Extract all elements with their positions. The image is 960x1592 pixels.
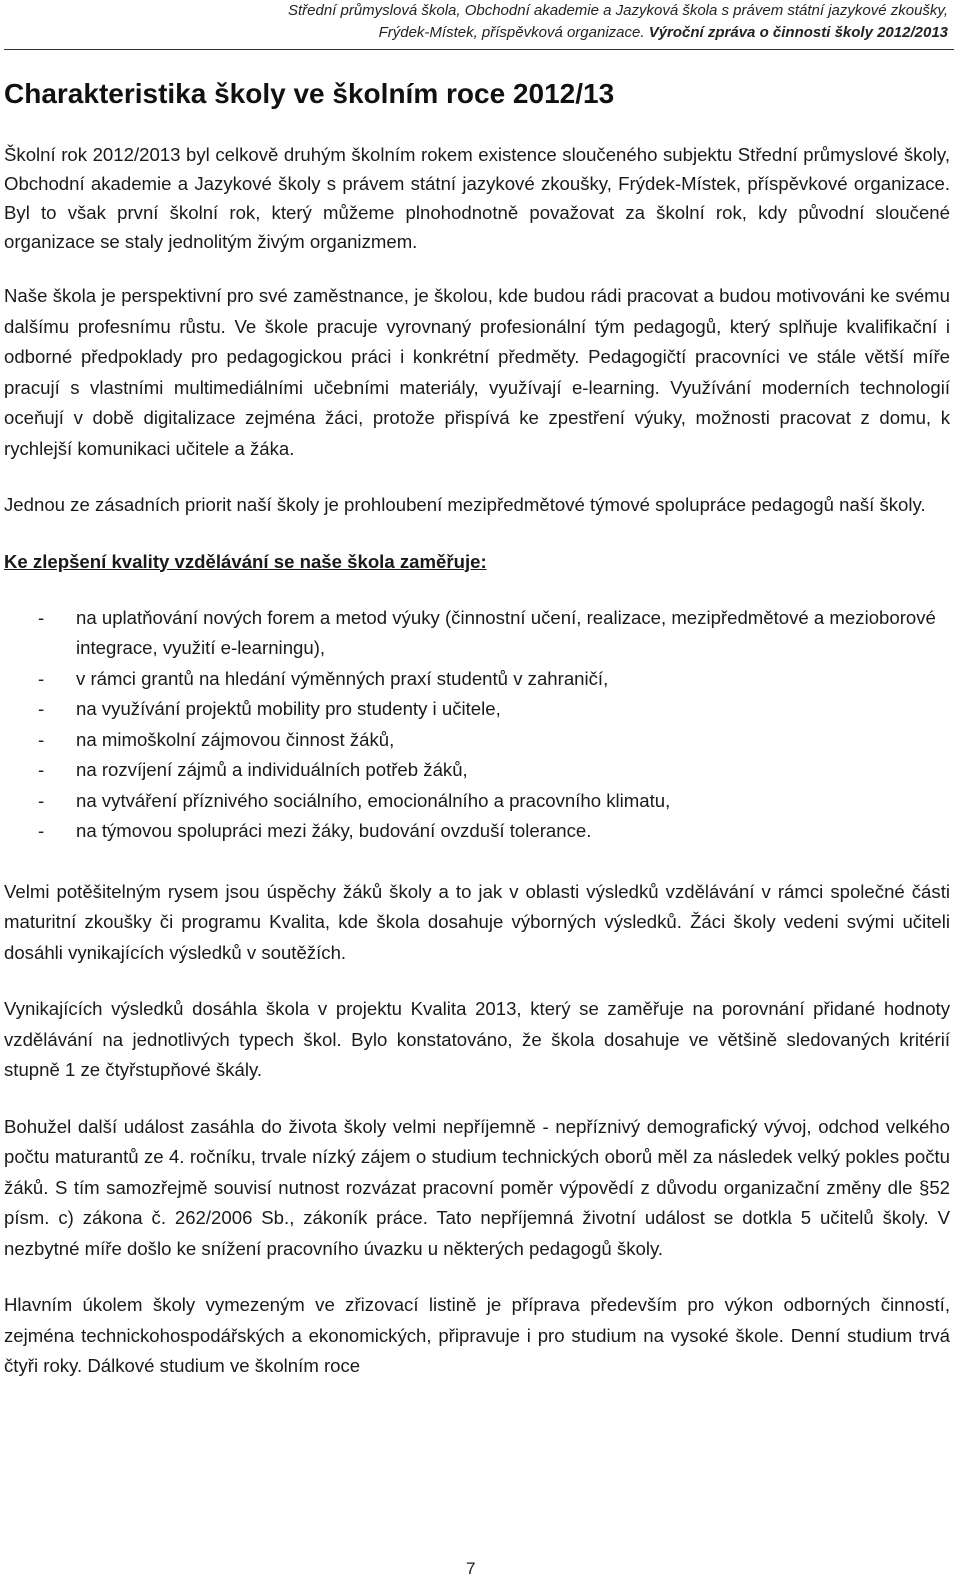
header-report-title: Výroční zpráva o činnosti školy 2012/2013	[648, 24, 948, 41]
header-organization: Frýdek-Místek, příspěvková organizace.	[378, 24, 645, 41]
list-item	[4, 755, 950, 786]
paragraph: Školní rok 2012/2013 byl celkově druhým školním rokem existence sloučeného subjektu Střední průmyslové školy, Obchodní akademie a Jazykové školy s právem státní jazykové zkoušky, Frýdek-Místek, příspěvkové organizace. Byl to však první školní rok, který můžeme plnohodnotně považovat za školní rok, kdy původní sloučené organizace se staly jednolitým živým organizmem.	[4, 144, 950, 252]
page-title: Charakteristika školy ve školním roce 2012/13	[4, 78, 615, 109]
list-item	[4, 664, 950, 695]
paragraph: Bohužel další událost zasáhla do života školy velmi nepříjemně - nepříznivý demografický vývoj, odchod velkého počtu maturantů ze 4. ročníku, trvale nízký zájem o studium technických oborů měl za následek velký pokles počtu žáků. S tím samozřejmě souvisí nutnost rozvázat pracovní poměr výpovědí z důvodu organizační změny dle §52 písm. c) zákona č. 262/2006 Sb., zákoník práce. Tato nepříjemná životní událost se dotkla 5 učitelů školy. V nezbytné míře došlo ke snížení pracovního úvazku u některých pedagogů školy.	[4, 1115, 950, 1259]
list-dash: -	[38, 789, 45, 811]
list-item	[4, 603, 950, 664]
list-item	[4, 816, 950, 847]
list-dash: -	[38, 728, 45, 750]
paragraph: Velmi potěšitelným rysem jsou úspěchy žáků školy a to jak v oblasti výsledků vzdělávání v rámci společné části maturitní zkoušky či programu Kvalita, kde škola dosahuje výborných výsledků. Žáci školy vedeni svými učiteli dosáhli vynikajících výsledků v soutěžích.	[4, 880, 950, 963]
list-item	[4, 725, 950, 756]
page-number: 7	[466, 1559, 476, 1578]
paragraph: Vynikajících výsledků dosáhla škola v projektu Kvalita 2013, který se zaměřuje na porovnání přidané hodnoty vzdělávání na jednotlivých typech škol. Bylo konstatováno, že škola dosahuje ve většině sledovaných kritérií stupně 1 ze čtyřstupňové škály.	[4, 998, 950, 1080]
header-line-2	[8, 22, 948, 44]
list-item-text: na uplatňování nových forem a metod výuky (činnostní učení, realizace, mezipředmětové a mezioborové integrace, využití e-learningu),	[76, 606, 936, 658]
list-item-text: na rozvíjení zájmů a individuálních potřeb žáků,	[76, 759, 468, 780]
paragraph: Jednou ze zásadních priorit naší školy je prohloubení mezipředmětové týmové spolupráce pedagogů naší školy.	[4, 494, 926, 515]
list-dash: -	[38, 667, 45, 689]
list-item	[4, 786, 950, 817]
list-dash: -	[38, 698, 45, 719]
list-item-text: na využívání projektů mobility pro studenty i učitele,	[76, 698, 501, 719]
header-line-1: Střední průmyslová škola, Obchodní akademie a Jazyková škola s právem státní jazykové zkoušky,	[287, 2, 948, 19]
list-dash: -	[38, 759, 45, 780]
list-item-text: na mimoškolní zájmovou činnost žáků,	[76, 728, 395, 750]
header-divider	[4, 49, 954, 50]
document-body	[4, 140, 950, 1408]
paragraph: Naše škola je perspektivní pro své zaměstnance, je školou, kde budou rádi pracovat a budou motivováni ke svému dalšímu profesnímu růstu. Ve škole pracuje vyrovnaný profesionální tým pedagogů, který splňuje kvalifikační i odborné předpoklady pro pedagogickou práci i konkrétní předměty. Pedagogičtí pracovníci ve stále větší míře pracují s vlastními multimediálními učebními materiály, využívají e-learning. Využívání moderních technologií oceňují v době digitalizace zejména žáci, protože přispívá ke zpestření výuky, možnosti pracovat z domu, k rychlejší komunikaci učitele a žáka.	[4, 285, 950, 459]
page-header	[8, 0, 948, 44]
priorities-list	[4, 603, 950, 847]
list-item	[4, 694, 950, 725]
list-heading: Ke zlepšení kvality vzdělávání se naše škola zaměřuje:	[4, 550, 487, 572]
list-dash: -	[38, 606, 45, 628]
paragraph: Hlavním úkolem školy vymezeným ve zřizovací listině je příprava především pro výkon odborných činností, zejména technickohospodářských a ekonomických, připravuje i pro studium na vysoké škole. Denní studium trvá čtyři roky. Dálkové studium ve školním roce	[4, 1294, 950, 1376]
list-dash: -	[38, 820, 45, 841]
list-item-text: na týmovou spolupráci mezi žáky, budování ovzduší tolerance.	[76, 820, 592, 841]
list-item-text: na vytváření příznivého sociálního, emocionálního a pracovního klimatu,	[76, 789, 671, 811]
list-item-text: v rámci grantů na hledání výměnných praxí studentů v zahraničí,	[76, 667, 609, 689]
